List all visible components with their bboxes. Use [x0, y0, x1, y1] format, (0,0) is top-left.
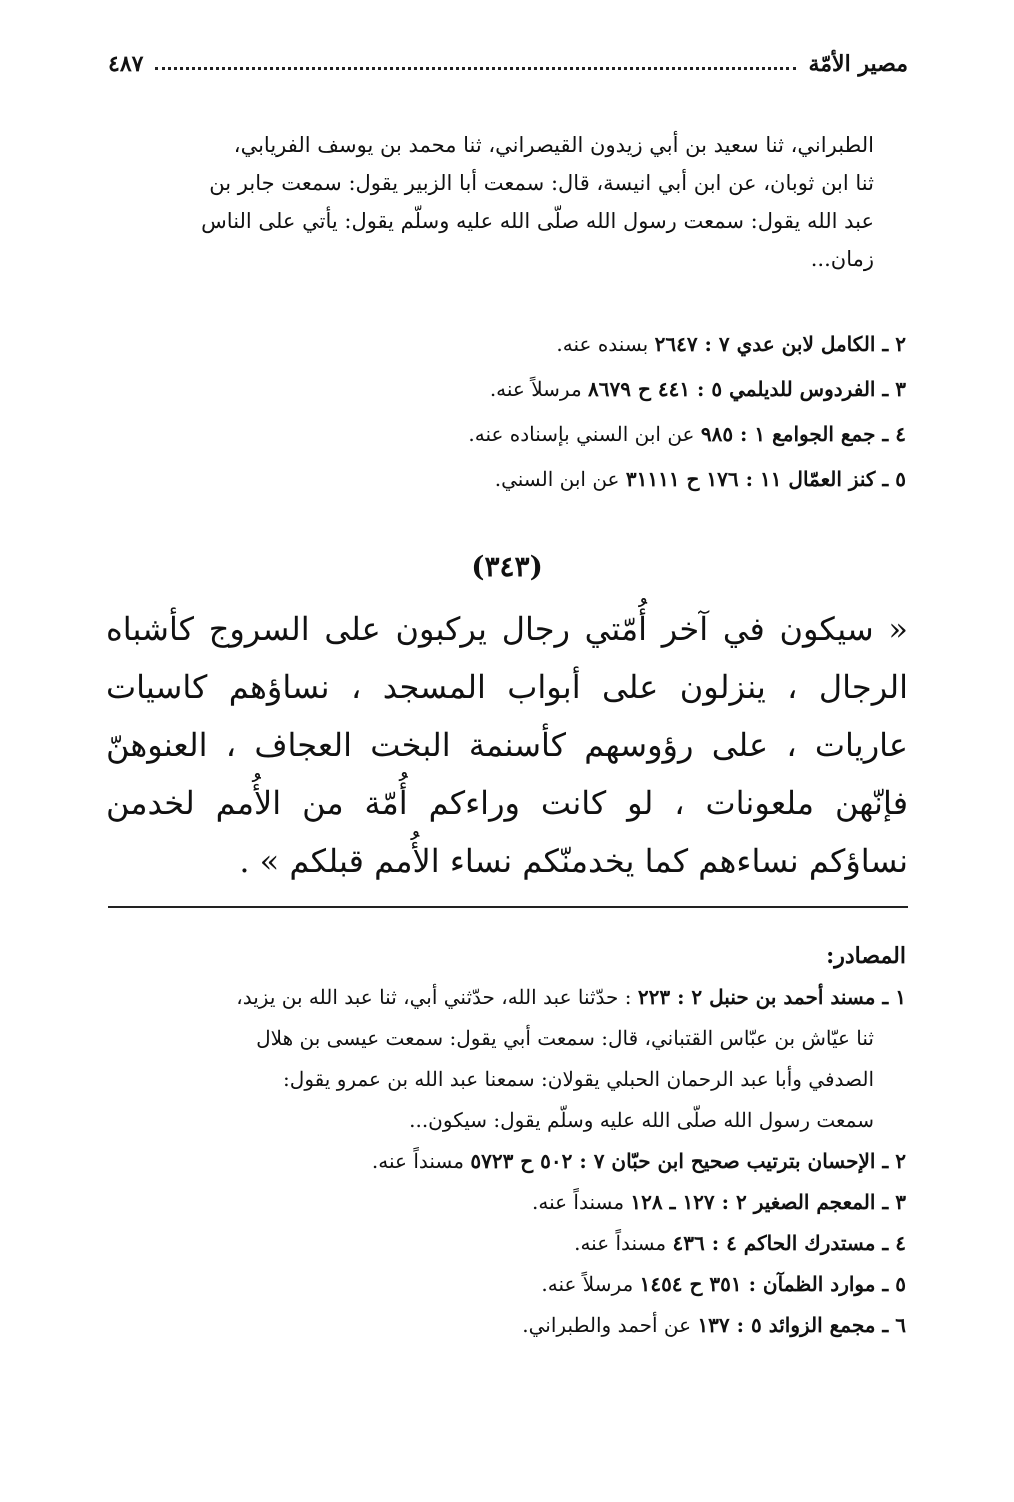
source-item-continuation — [108, 1018, 906, 1141]
page-number: ٤٨٧ — [108, 51, 144, 77]
continuation-line: عبد الله يقول: سمعت رسول الله صلّى الله عليه وسلّم يقول: يأتي على الناس — [201, 209, 874, 233]
footnote-continuation — [108, 126, 874, 278]
source-item — [108, 1305, 906, 1346]
running-header — [108, 44, 908, 84]
hadith-number: (٣٤٣) — [471, 550, 543, 583]
running-title: مصير الأمّة — [808, 51, 908, 77]
source-item — [468, 322, 906, 367]
source-note: مرسلاً عنه. — [489, 377, 589, 401]
continuation-line: ثنا ابن ثوبان، عن ابن أبي انيسة، قال: سمعت أبا الزبير يقول: سمعت جابر بن — [209, 171, 874, 195]
hadith-text: « سيكون في آخر أُمّتي رجال يركبون على السروج كأشباه الرجال ، ينزلون على أبواب المسجد ، نساؤهم كاسيات عاريات ، على رؤوسهم كأسنمة البخت العجاف ، العنوهنّ فإنّهن ملعونات ، لو كانت وراءكم أُمّة من الأُمم لخدمن نساؤكم نساءهم كما يخدمنّكم نساء الأُمم قبلكم » . — [106, 610, 909, 880]
source-ref: ٣ ـ المعجم الصغير ٢ : ١٢٧ ـ ١٢٨ — [630, 1190, 906, 1214]
source-ref: ٤ ـ جمع الجوامع ١ : ٩٨٥ — [700, 422, 906, 446]
source-item — [108, 1223, 906, 1264]
source-ref: ١ ـ مسند أحمد بن حنبل ٢ : ٢٢٣ — [637, 985, 906, 1009]
source-note: بسنده عنه. — [556, 332, 655, 356]
source-ref: ٥ ـ كنز العمّال ١١ : ١٧٦ ح ٣١١١١ — [625, 467, 906, 491]
source-item — [468, 412, 906, 457]
source-note: مسنداً عنه. — [531, 1190, 631, 1214]
source-ref: ٦ ـ مجمع الزوائد ٥ : ١٣٧ — [697, 1313, 906, 1337]
source-ref: ٢ ـ الكامل لابن عدي ٧ : ٢٦٤٧ — [654, 332, 906, 356]
source-item — [468, 457, 906, 502]
continuation-line: الطبراني، ثنا سعيد بن أبي زيدون القيصراني، ثنا محمد بن يوسف الفريابي، — [233, 133, 874, 157]
source-note: عن أحمد والطبراني. — [522, 1313, 698, 1337]
source-note: : حدّثنا عبد الله، حدّثني أبي، ثنا عبد الله بن يزيد، — [236, 985, 638, 1009]
source-item — [108, 1182, 906, 1223]
source-note: عن ابن السني. — [494, 467, 626, 491]
footnote-divider — [108, 906, 908, 908]
leader-dots — [155, 67, 796, 70]
source-note: مسنداً عنه. — [574, 1231, 673, 1255]
source-item — [468, 367, 906, 412]
source-item — [108, 977, 906, 1018]
source-note-line: الصدفي وأبا عبد الرحمان الحبلي يقولان: سمعنا عبد الله بن عمرو يقول: — [283, 1067, 874, 1091]
source-note: مسنداً عنه. — [371, 1149, 471, 1173]
source-item — [108, 1141, 906, 1182]
source-ref: ٤ ـ مستدرك الحاكم ٤ : ٤٣٦ — [672, 1231, 906, 1255]
source-note-line: ثنا عيّاش بن عبّاس القتباني، قال: سمعت أبي يقول: سمعت عيسى بن هلال — [256, 1026, 874, 1050]
source-ref: ٥ ـ موارد الظمآن : ٣٥١ ح ١٤٥٤ — [639, 1272, 906, 1296]
source-item — [108, 1264, 906, 1305]
sources-heading: المصادر: — [826, 943, 906, 969]
source-ref: ٢ ـ الإحسان بترتيب صحيح ابن حبّان ٧ : ٥٠٢ ح ٥٧٢٣ — [470, 1149, 906, 1173]
source-note: عن ابن السني بإسناده عنه. — [468, 422, 701, 446]
source-ref: ٣ ـ الفردوس للديلمي ٥ : ٤٤١ ح ٨٦٧٩ — [588, 377, 906, 401]
continuation-line: زمان... — [810, 247, 874, 271]
source-note: مرسلاً عنه. — [541, 1272, 640, 1296]
source-list-previous — [468, 322, 906, 502]
sources-section — [108, 936, 906, 1346]
source-note-line: سمعت رسول الله صلّى الله عليه وسلّم يقول: سيكون... — [409, 1108, 874, 1132]
